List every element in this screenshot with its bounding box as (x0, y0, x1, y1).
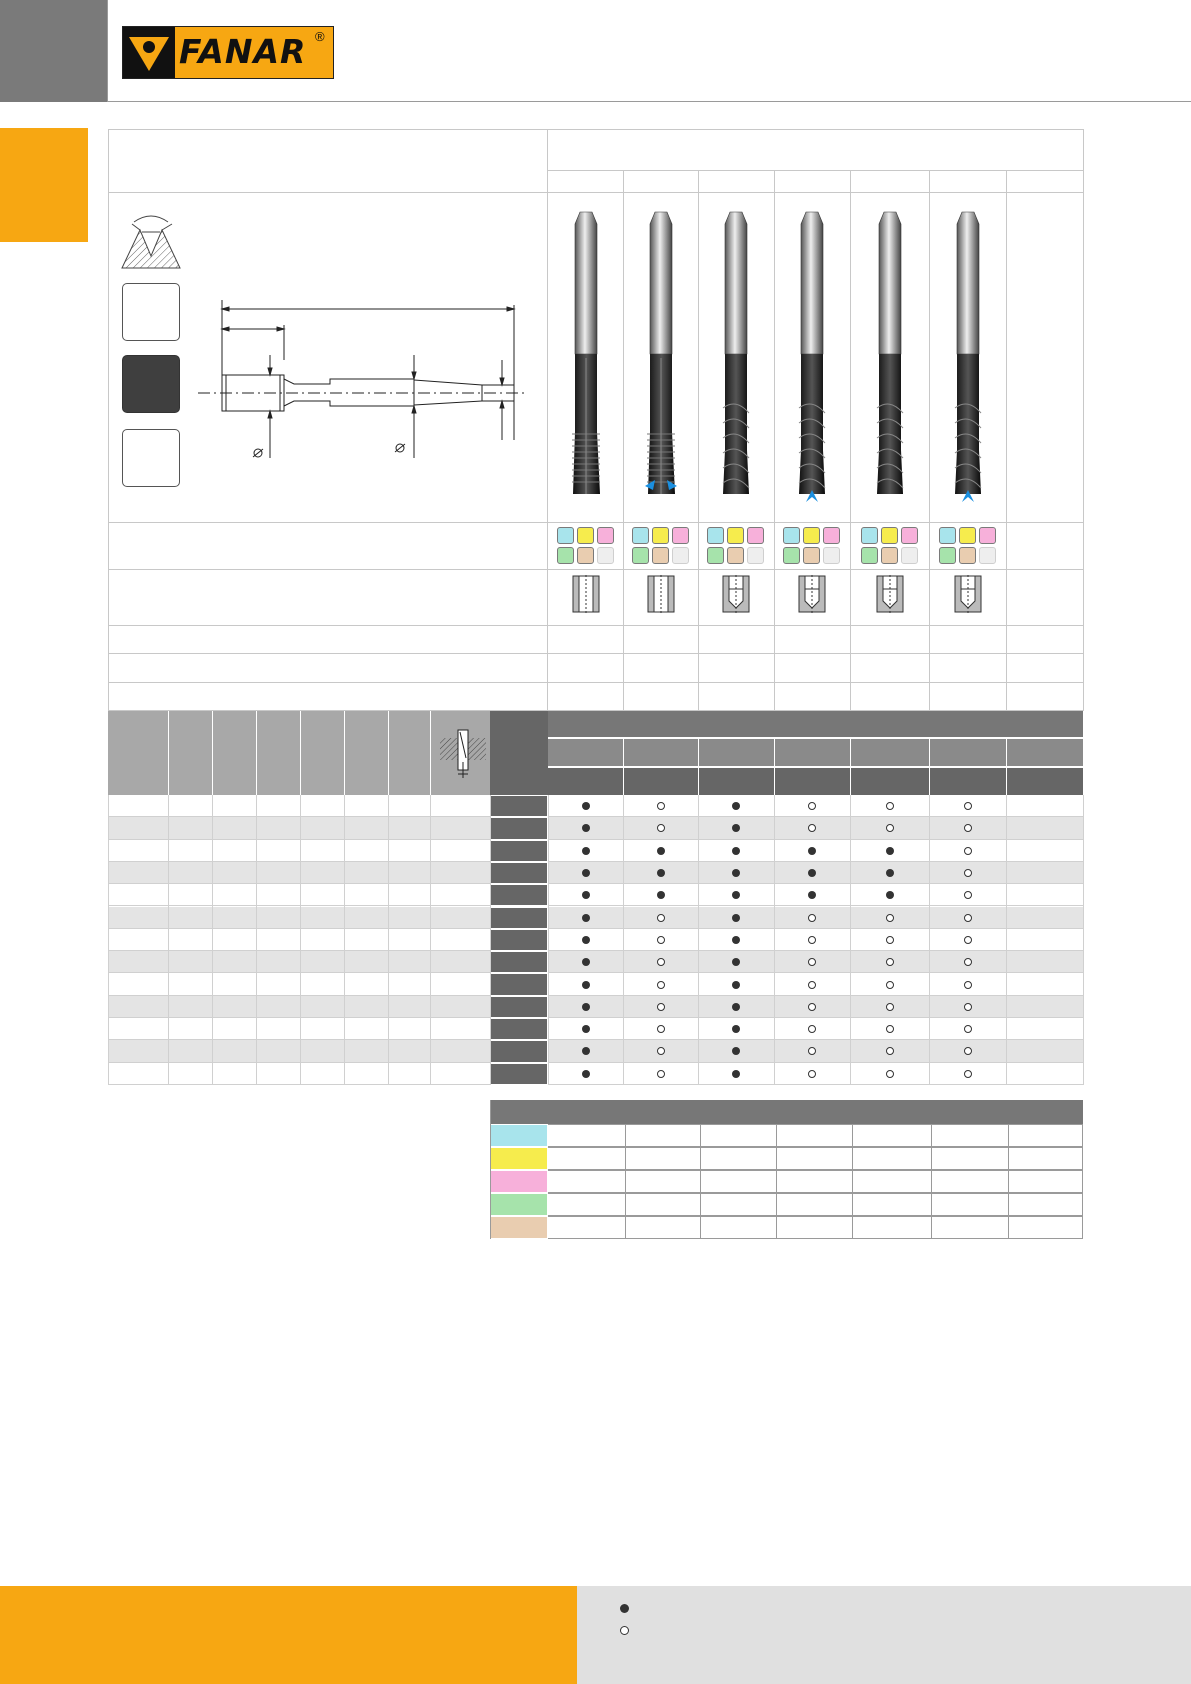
available-dot-icon (886, 869, 894, 877)
footer-band-left (0, 1586, 577, 1684)
grid-line (1008, 1124, 1009, 1147)
on-request-dot-icon (886, 1025, 894, 1033)
table-row (108, 795, 1083, 817)
table-row (108, 996, 1083, 1018)
grid-line (547, 170, 1084, 171)
header-divider (850, 739, 851, 795)
tool-5-material-swatch (881, 547, 898, 564)
tool-3-material-swatch (727, 547, 744, 564)
tool-2-material-swatch (652, 527, 669, 544)
through-hole-icon (647, 575, 675, 615)
tool-3-material-swatch (747, 527, 764, 544)
grid-line (1008, 1216, 1009, 1239)
on-request-dot-icon (886, 802, 894, 810)
material-row (548, 1124, 1083, 1147)
grid-line (700, 1147, 701, 1170)
on-request-dot-icon (808, 914, 816, 922)
on-request-dot-icon (964, 802, 972, 810)
available-dot-icon (732, 1003, 740, 1011)
grid-line (774, 170, 775, 711)
grid-line (776, 1147, 777, 1170)
tool-1-image (570, 208, 602, 502)
table-row-code-cell (490, 973, 548, 995)
size-table-header-band-3 (548, 768, 1083, 795)
brand-logo-mark (123, 27, 175, 78)
available-dot-icon (582, 1047, 590, 1055)
grid-line (623, 170, 624, 711)
table-row-code-cell (490, 1063, 548, 1085)
header-divider (430, 711, 431, 795)
grid-line (852, 1193, 853, 1216)
on-request-dot-icon (657, 1047, 665, 1055)
tool-5-material-swatch (901, 527, 918, 544)
available-dot-icon (657, 869, 665, 877)
header-divider (388, 711, 389, 795)
tap-drawing-icon (198, 300, 528, 470)
available-dot-icon (886, 891, 894, 899)
grid-line (929, 170, 930, 711)
material-color-swatch (490, 1170, 548, 1193)
material-table-header (490, 1100, 1083, 1124)
grid-line (548, 795, 549, 1085)
tool-5-material-swatch (881, 527, 898, 544)
tool-1-material-swatch (577, 527, 594, 544)
grid-line (700, 1193, 701, 1216)
grid-line (850, 170, 851, 711)
on-request-dot-icon (657, 981, 665, 989)
grid-line (108, 569, 1084, 570)
grid-line (256, 795, 257, 1085)
size-table-header-band-2 (548, 739, 1083, 766)
table-row-code-cell (490, 929, 548, 951)
coating-icon-dark (122, 355, 180, 413)
material-color-swatch (490, 1147, 548, 1170)
on-request-dot-icon (657, 958, 665, 966)
on-request-dot-icon (886, 1070, 894, 1078)
shank-icon-outline-2 (122, 429, 180, 487)
material-row (548, 1147, 1083, 1170)
grid-line (1006, 170, 1007, 711)
grid-line (490, 795, 491, 1085)
grid-line (108, 192, 1084, 193)
legend-empty-dot-icon (620, 1626, 629, 1635)
grid-line (852, 1147, 853, 1170)
grid-line (931, 1147, 932, 1170)
size-table-header-left (108, 711, 490, 795)
table-row-code-cell (490, 862, 548, 884)
grid-line (625, 1193, 626, 1216)
available-dot-icon (582, 824, 590, 832)
table-row (108, 1063, 1083, 1085)
on-request-dot-icon (964, 1047, 972, 1055)
available-dot-icon (582, 847, 590, 855)
available-dot-icon (657, 847, 665, 855)
material-color-swatch (490, 1193, 548, 1216)
tool-5-material-swatch (901, 547, 918, 564)
on-request-dot-icon (886, 1003, 894, 1011)
material-color-swatch (490, 1216, 548, 1239)
material-row (548, 1170, 1083, 1193)
tool-6-material-swatch (979, 547, 996, 564)
available-dot-icon (657, 891, 665, 899)
grid-line (776, 1216, 777, 1239)
tool-6-material-swatch (959, 547, 976, 564)
grid-line (700, 1124, 701, 1147)
size-table-header-band-1 (548, 711, 1083, 737)
grid-line (344, 795, 345, 1085)
blind-hole-icon (954, 575, 982, 615)
available-dot-icon (582, 1003, 590, 1011)
tool-5-material-swatch (861, 547, 878, 564)
header-divider (107, 101, 1191, 102)
on-request-dot-icon (964, 1070, 972, 1078)
section-tab (0, 128, 88, 242)
tool-6-material-swatch (939, 547, 956, 564)
grid-line (698, 795, 699, 1085)
tool-5-image (874, 208, 906, 502)
available-dot-icon (732, 1070, 740, 1078)
on-request-dot-icon (964, 936, 972, 944)
available-dot-icon (582, 936, 590, 944)
brand-logo (122, 26, 334, 79)
grid-line (1008, 1170, 1009, 1193)
on-request-dot-icon (886, 1047, 894, 1055)
available-dot-icon (732, 869, 740, 877)
on-request-dot-icon (964, 869, 972, 877)
on-request-dot-icon (657, 824, 665, 832)
grid-line (776, 1193, 777, 1216)
on-request-dot-icon (808, 1070, 816, 1078)
table-row (108, 1040, 1083, 1062)
grid-line (852, 1170, 853, 1193)
on-request-dot-icon (964, 1025, 972, 1033)
available-dot-icon (582, 958, 590, 966)
table-row-code-cell (490, 795, 548, 817)
available-dot-icon (582, 914, 590, 922)
grid-line (168, 795, 169, 1085)
material-row (548, 1193, 1083, 1216)
tool-2-material-swatch (632, 547, 649, 564)
header-divider (929, 739, 930, 795)
shank-icon-outline (122, 283, 180, 341)
grid-line (852, 1216, 853, 1239)
on-request-dot-icon (808, 981, 816, 989)
tool-6-material-swatch (939, 527, 956, 544)
grid-line (108, 795, 109, 1085)
tool-4-image (796, 208, 828, 502)
table-row-code-cell (490, 1018, 548, 1040)
header-divider (774, 739, 775, 795)
table-row-code-cell (490, 907, 548, 929)
tool-6-material-swatch (979, 527, 996, 544)
hole-depth-icon (438, 728, 488, 780)
on-request-dot-icon (886, 824, 894, 832)
tool-4-material-swatch (823, 547, 840, 564)
legend-full-dot-icon (620, 1604, 629, 1613)
grid-line (774, 795, 775, 1085)
header-divider (212, 711, 213, 795)
grid-line (300, 795, 301, 1085)
grid-line (698, 170, 699, 711)
grid-line (931, 1170, 932, 1193)
on-request-dot-icon (886, 914, 894, 922)
header-divider (1006, 739, 1007, 795)
grid-line (852, 1124, 853, 1147)
tool-6-material-swatch (959, 527, 976, 544)
on-request-dot-icon (964, 914, 972, 922)
material-row (548, 1216, 1083, 1239)
tool-4-material-swatch (783, 547, 800, 564)
table-row (108, 862, 1083, 884)
on-request-dot-icon (964, 1003, 972, 1011)
grid-line (931, 1193, 932, 1216)
on-request-dot-icon (964, 847, 972, 855)
on-request-dot-icon (964, 981, 972, 989)
on-request-dot-icon (964, 958, 972, 966)
grid-line (931, 1216, 932, 1239)
grid-line (623, 795, 624, 1085)
tool-4-material-swatch (803, 527, 820, 544)
grid-line (700, 1170, 701, 1193)
table-row-code-cell (490, 884, 548, 906)
table-row-code-cell (490, 840, 548, 862)
available-dot-icon (582, 869, 590, 877)
grid-line (625, 1170, 626, 1193)
on-request-dot-icon (657, 1025, 665, 1033)
grid-line (1083, 795, 1084, 1085)
brand-logo-wordmark: FANAR (179, 32, 307, 71)
tool-1-material-swatch (557, 547, 574, 564)
table-row (108, 817, 1083, 839)
grid-line (108, 653, 1084, 654)
available-dot-icon (808, 869, 816, 877)
on-request-dot-icon (886, 981, 894, 989)
grid-line (1008, 1193, 1009, 1216)
table-row (108, 840, 1083, 862)
grid-line (776, 1124, 777, 1147)
tool-2-material-swatch (632, 527, 649, 544)
tool-1-material-swatch (577, 547, 594, 564)
on-request-dot-icon (886, 958, 894, 966)
tool-2-material-swatch (672, 547, 689, 564)
grid-line (931, 1124, 932, 1147)
grid-line (1006, 795, 1007, 1085)
grid-line (108, 682, 1084, 683)
blind-hole-icon (722, 575, 750, 615)
on-request-dot-icon (657, 1003, 665, 1011)
header-divider (698, 739, 699, 795)
tool-1-material-swatch (557, 527, 574, 544)
on-request-dot-icon (808, 936, 816, 944)
tool-5-material-swatch (861, 527, 878, 544)
available-dot-icon (886, 847, 894, 855)
grid-line (212, 795, 213, 1085)
on-request-dot-icon (657, 802, 665, 810)
tool-2-material-swatch (672, 527, 689, 544)
available-dot-icon (582, 891, 590, 899)
grid-line (430, 795, 431, 1085)
table-row-code-cell (490, 951, 548, 973)
grid-line (625, 1216, 626, 1239)
on-request-dot-icon (964, 891, 972, 899)
material-color-swatch (490, 1124, 548, 1147)
tool-1-material-swatch (597, 527, 614, 544)
blind-hole-icon (876, 575, 904, 615)
table-row-code-cell (490, 1040, 548, 1062)
header-divider (256, 711, 257, 795)
table-row (108, 884, 1083, 906)
table-row (108, 907, 1083, 929)
grid-line (547, 129, 548, 711)
footer-band-right (577, 1586, 1191, 1684)
thread-profile-icon (120, 210, 182, 270)
grid-line (108, 522, 1084, 523)
size-table-header-code (490, 711, 548, 795)
grid-line (776, 1170, 777, 1193)
available-dot-icon (732, 981, 740, 989)
grid-line (1008, 1147, 1009, 1170)
tool-4-material-swatch (823, 527, 840, 544)
grid-line (625, 1147, 626, 1170)
table-row (108, 973, 1083, 995)
table-row-code-cell (490, 817, 548, 839)
tool-3-material-swatch (707, 547, 724, 564)
table-row (108, 951, 1083, 973)
available-dot-icon (732, 914, 740, 922)
grid-line (625, 1124, 626, 1147)
on-request-dot-icon (808, 1003, 816, 1011)
table-row-code-cell (490, 996, 548, 1018)
tool-2-material-swatch (652, 547, 669, 564)
header-divider (344, 711, 345, 795)
available-dot-icon (582, 1025, 590, 1033)
header-divider (623, 739, 624, 795)
header-divider-vertical (107, 0, 108, 102)
tool-4-material-swatch (803, 547, 820, 564)
available-dot-icon (732, 847, 740, 855)
header-divider (300, 711, 301, 795)
grid-line (700, 1216, 701, 1239)
header-divider (168, 711, 169, 795)
grid-line (929, 795, 930, 1085)
on-request-dot-icon (657, 936, 665, 944)
available-dot-icon (808, 847, 816, 855)
grid-line (108, 625, 1084, 626)
tool-6-image (952, 208, 984, 502)
table-row (108, 1018, 1083, 1040)
available-dot-icon (732, 936, 740, 944)
table-row (108, 929, 1083, 951)
through-hole-icon (572, 575, 600, 615)
grid-line (490, 1100, 491, 1239)
tool-3-material-swatch (707, 527, 724, 544)
header-corner-block (0, 0, 107, 102)
tool-3-image (720, 208, 752, 502)
available-dot-icon (582, 1070, 590, 1078)
tool-2-image (645, 208, 677, 502)
available-dot-icon (582, 802, 590, 810)
tool-4-material-swatch (783, 527, 800, 544)
grid-line (388, 795, 389, 1085)
on-request-dot-icon (886, 936, 894, 944)
on-request-dot-icon (657, 914, 665, 922)
tool-1-material-swatch (597, 547, 614, 564)
grid-line (850, 795, 851, 1085)
on-request-dot-icon (657, 1070, 665, 1078)
blind-hole-icon (798, 575, 826, 615)
brand-logo-registered: ® (315, 29, 325, 44)
on-request-dot-icon (964, 824, 972, 832)
tool-3-material-swatch (727, 527, 744, 544)
available-dot-icon (582, 981, 590, 989)
tool-3-material-swatch (747, 547, 764, 564)
